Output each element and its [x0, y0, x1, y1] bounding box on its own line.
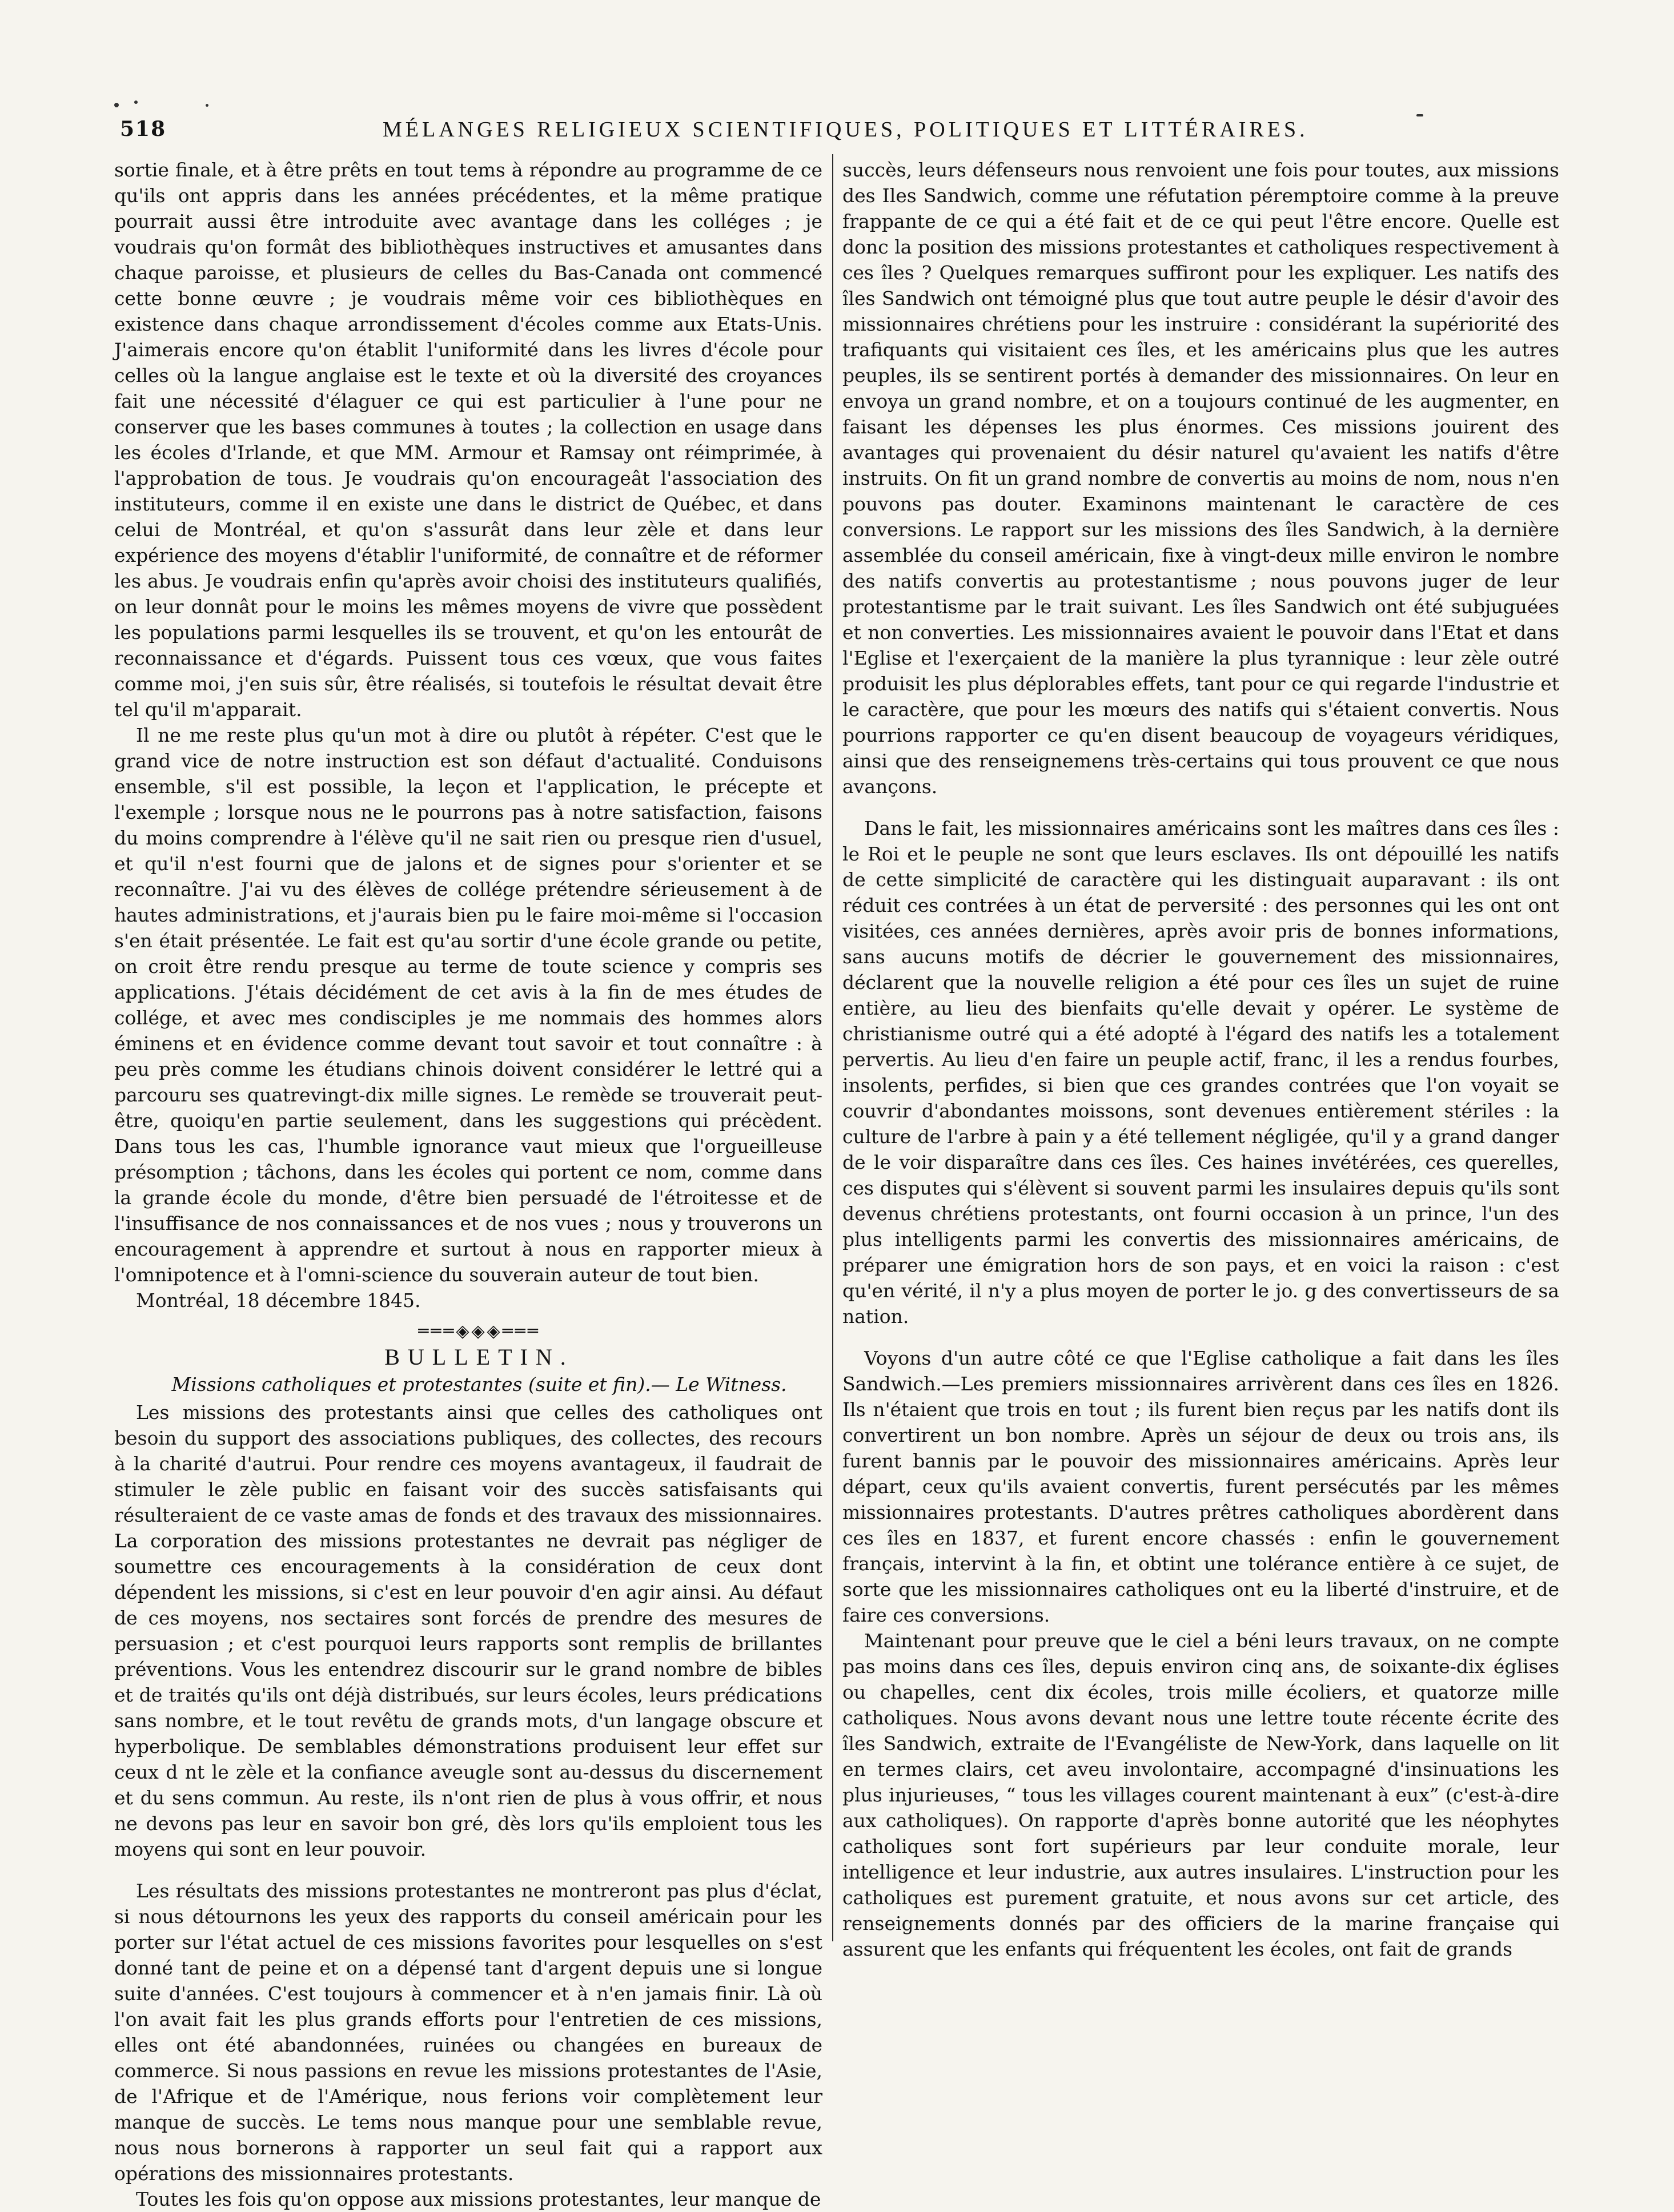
paragraph-protestant-results: Les résultats des missions protestantes ne montreront pas plus d'éclat, si nous détournons les yeux des rapports du conseil américain pour les porter sur l'état actuel de ces missions favorites pour lesquelles on s'est donné tant de peine et on a dépensé tant d'argent depuis une si longue suite d'années. C'est toujours à commencer et à n'en jamais finir. Là où l'on avait fait les plus grands efforts pour l'entretien de ces missions, elles ont été abandonnées, ruinées ou changées en bureaux de commerce. Si nous passions en revue les missions protestantes de l'Asie, de l'Afrique et de l'Amérique, nous ferions voir complètement leur manque de succès. Le tems nous manque pour une semblable revue, nous nous bornerons à rapporter un seul fait qui a rapport aux opérations des missionnaires protestants. — [114, 1880, 822, 2185]
paragraph-gap — [114, 1862, 822, 1878]
paragraph-catholic-church: Voyons d'un autre côté ce que l'Eglise catholique a fait dans les îles Sandwich.—Les premiers missionnaires arrivèrent dans ces îles en 1826. Ils n'étaient que trois en tout ; ils furent bien reçus par les natifs dont ils convertirent un bon nombre. Après un séjour de deux ou trois ans, ils furent bannis par le pouvoir des missionnaires américains. Après leur départ, ceux qu'ils avaient convertis, furent persécutés par les mêmes missionnaires protestants. D'autres prêtres catholiques abordèrent dans ces îles en 1837, et furent encore chassés : enfin le gouvernement français, intervint à la fin, et obtint une tolérance entière à ce sujet, de sorte que les missionnaires catholiques ont eu la liberté d'instruire, et de faire ces conversions. — [842, 1347, 1559, 1626]
paragraph-continued: Toutes les fois qu'on oppose aux missions protestantes, leur manque de — [136, 2188, 821, 2210]
paragraph-actuality: Il ne me reste plus qu'un mot à dire ou plutôt à répéter. C'est que le grand vice de notre instruction est son défaut d'actualité. Conduisons ensemble, s'il est possible, la leçon et l'application, le précepte et l'exemple ; lorsque nous ne le pourrons pas à notre satisfaction, faisons du moins comprendre à l'élève qu'il ne sait rien ou presque rien d'usuel, et qu'il n'est fourni que de jalons et de signes pour s'orienter et se reconnaître. J'ai vu des élèves de collége prétendre sérieusement à de hautes administrations, et j'aurais bien pu le faire moi-même si l'occasion s'en était présentée. Le fait est qu'au sortir d'une école grande ou petite, on croit être rendu presque au terme de toute science y compris ses applications. J'étais décidément de cet avis à la fin de mes études de collége, et avec mes condisciples je me nommais des hommes alors éminens et en évidence comme devant tout savoir et tout connaître : à peu près comme les étudians chinois doivent considérer le lettré qui a parcouru ses quatrevingt-dix mille signes. Le remède se trouverait peut-être, quoiqu'en partie seulement, dans les suggestions qui précèdent. Dans tous les cas, l'humble ignorance vaut mieux que l'orgueilleuse présomption ; tâchons, dans les écoles qui portent ce nom, comme dans la grande école du monde, d'être bien persuadé de l'étroitesse et de l'insuffisance de nos connaissances et de nos vues ; nous y trouverons un encouragement à apprendre et surtout à nous en rapporter mieux à l'omnipotence et à l'omni-science du souverain auteur de tout bien. — [114, 724, 822, 1286]
print-speck — [206, 104, 208, 107]
paragraph-gap — [842, 1329, 1559, 1345]
bulletin-heading: BULLETIN. — [384, 1344, 574, 1370]
paragraph-american-missionaries: Dans le fait, les missionnaires américains sont les maîtres dans ces îles : le Roi et le peuple ne sont que leurs esclaves. Ils ont dépouillé les natifs de cette simplicité de caractère qui les distinguait auparavant : ils ont réduit ces contrées à un état de perversité : des personnes qui les ont ont visitées, ces années dernières, après avoir pris de bonnes informations, sans aucuns motifs de décrier le gouvernement des missionnaires, déclarent que la nouvelle religion a été pour ces îles un sujet de ruine entière, au lieu des bienfaits qu'elle devait y opérer. Le système de christianisme outré qui a été adopté à l'égard des natifs les a totalement pervertis. Au lieu d'en faire un peuple actif, franc, il les a rendus fourbes, insolents, perfides, si bien que ces grandes contrées que l'on voyait se couvrir d'abondantes moissons, sont devenues entièrement stériles : la culture de l'arbre à pain y a été tellement négligée, qu'il y a grand danger de le voir disparaître dans ces îles. Ces haines invétérées, ces querelles, ces disputes qui s'élèvent si souvent parmi les insulaires depuis qu'ils sont devenus chrétiens protestants, ont fourni occasion à un prince, l'un des plus intelligents parmi les convertis des missionnaires américains, de préparer une émigration hors de son pays, et en voici la raison : c'est qu'en vérité, il n'y a plus moyen de porter le jo. g des convertisseurs de sa nation. — [842, 817, 1559, 1328]
left-column — [114, 157, 822, 2212]
paragraph-proof-blessing: Maintenant pour preuve que le ciel a béni leurs travaux, on ne compte pas moins dans ces îles, depuis environ cinq ans, de soixante-dix églises ou chapelles, cent dix écoles, trois mille écoliers, et quatorze mille catholiques. Nous avons devant nous une lettre toute récente écrite des îles Sandwich, extraite de l'Evangéliste de New-York, dans laquelle on lit en termes clairs, cet aveu involontaire, accompagné d'insinuations les plus injurieuses, “ tous les villages courent maintenant à eux” (c'est-à-dire aux catholiques). On rapporte d'après bonne autorité que les néophytes catholiques sont fort supérieurs par leur conduite morale, leur intelligence et leur industrie, aux autres insulaires. L'instruction pour les catholiques est purement gratuite, et nous avons sur cet article, des renseignements donnés par des officiers de la marine française qui assurent que les enfants qui fréquentent les écoles, ont fait de grands — [842, 1630, 1559, 1960]
paragraph-gap — [842, 799, 1559, 815]
paragraph-school-reform: sortie finale, et à être prêts en tout tems à répondre au programme de ce qu'ils ont appris dans les années précédentes, et la même pratique pourrait aussi être introduite avec avantage dans les colléges ; je voudrais qu'on formât des bibliothèques instructives et amusantes dans chaque paroisse, et plusieurs de celles du Bas-Canada ont commencé cette bonne œuvre ; je voudrais même voir ces bibliothèques en existence dans chaque arrondissement d'écoles comme aux Etats-Unis. J'aimerais encore qu'on établit l'uniformité dans les livres d'école pour celles où la langue anglaise est le texte et où la diversité des croyances fait une nécessité d'élaguer ce qui est particulier à l'une pour ne conserver que les bases communes à toutes ; la collection en usage dans les écoles d'Irlande, et que MM. Armour et Ramsay ont réimprimée, à l'approbation de tous. Je voudrais qu'on encourageât l'association des instituteurs, comme il en existe une dans le district de Québec, et dans celui de Montréal, et qu'on s'assurât dans leur zèle et dans leur expérience des moyens d'établir l'uniformité, de connaître et de réformer les abus. Je voudrais enfin qu'après avoir choisi des instituteurs qualifiés, on leur donnât pour le moins les mêmes moyens de vivre que possèdent les populations parmi lesquelles ils se trouvent, et qu'on les entourât de reconnaissance et d'égards. Puissent tous ces vœux, que vous faites comme moi, j'en suis sûr, être réalisés, si toutefois le résultat devait être tel qu'il m'apparait. — [114, 159, 822, 721]
print-speck — [114, 103, 119, 107]
bulletin-subtitle: Missions catholiques et protestantes (suite et fin).— Le Witness. — [171, 1373, 787, 1395]
paragraph-sandwich-islands: succès, leurs défenseurs nous renvoient une fois pour toutes, aux missions des Iles Sandwich, comme une réfutation péremptoire comme à la preuve frappante de ce qui a été fait et de ce qui peut l'être encore. Quelle est donc la position des missions protestantes et catholiques respectivement à ces îles ? Quelques remarques suffiront pour les expliquer. Les natifs des îles Sandwich ont témoigné plus que tout autre peuple le désir d'avoir des missionnaires chrétiens pour les instruire : considérant la supériorité des trafiquants qui visitaient ces îles, et les américains plus que les autres peuples, ils se sentirent portés à demander des missionnaires. On leur en envoya un grand nombre, et on a toujours continué de les augmenter, en faisant les dépenses les plus énormes. Ces missions jouirent des avantages qui provenaient du désir naturel qu'avaient les natifs d'être instruits. On fit un grand nombre de convertis au moins de nom, nous n'en pouvons pas douter. Examinons maintenant le caractère de ces conversions. Le rapport sur les missions des îles Sandwich, à la dernière assemblée du conseil américain, fixe à vingt-deux mille environ le nombre des natifs convertis au protestantisme ; nous pouvons juger de leur protestantisme par le trait suivant. Les îles Sandwich ont été subjuguées et non converties. Les missionnaires avaient le pouvoir dans l'Etat et dans l'Eglise et l'exerçaient de la manière la plus tyrannique : leur zèle outré produisit les plus déplorables effets, tant pour ce qui regarde l'industrie et le caractère, que pour les mœurs des natifs qui s'étaient convertis. Nous pourrions rapporter ce qu'en disent beaucoup de voyageurs véridiques, ainsi que des renseignemens très-certains qui tous prouvent ce que nous avançons. — [842, 159, 1559, 798]
right-column — [842, 157, 1559, 1962]
running-title: MÉLANGES RELIGIEUX SCIENTIFIQUES, POLITIQUES ET LITTÉRAIRES. — [383, 118, 1308, 142]
ornament-divider: ═══◈◈◈═══ — [418, 1321, 540, 1341]
print-speck — [134, 100, 138, 104]
dateline: Montréal, 18 décembre 1845. — [136, 1289, 421, 1312]
paragraph-missions-support: Les missions des protestants ainsi que celles des catholiques ont besoin du support des associations publiques, des collectes, des recours à la charité d'autrui. Pour rendre ces moyens avantageux, il faudrait de stimuler le zèle public en faisant voir des succès satisfaisants qui résulteraient de ce vaste amas de fonds et des travaux des missionnaires. La corporation des missions protestantes ne devrait pas négliger de soumettre ces encouragements à la considération de ceux dont dépendent les missions, si c'est en leur pouvoir d'en agir ainsi. Au défaut de ces moyens, nos sectaires sont forcés de prendre des mesures de persuasion ; et c'est pourquoi leurs rapports sont remplis de brillantes préventions. Vous les entendrez discourir sur le grand nombre de bibles et de traités qu'ils ont déjà distribués, sur leurs écoles, leurs prédications sans nombre, et le tout revêtu de grands mots, d'un langage obscure et hyperbolique. De semblables démonstrations produisent leur effet sur ceux d nt le zèle et la confiance aveugle sont au-dessus du discernement et du sens commun. Au reste, ils n'ont rien de plus à vous offrir, et nous ne devons pas leur en savoir bon gré, dès lors qu'ils emploient tous les moyens qui sont en leur pouvoir. — [114, 1401, 822, 1860]
column-rule — [832, 154, 833, 1941]
page-number: 518 — [120, 117, 167, 141]
page-header — [120, 117, 1548, 151]
print-speck — [1416, 114, 1423, 116]
